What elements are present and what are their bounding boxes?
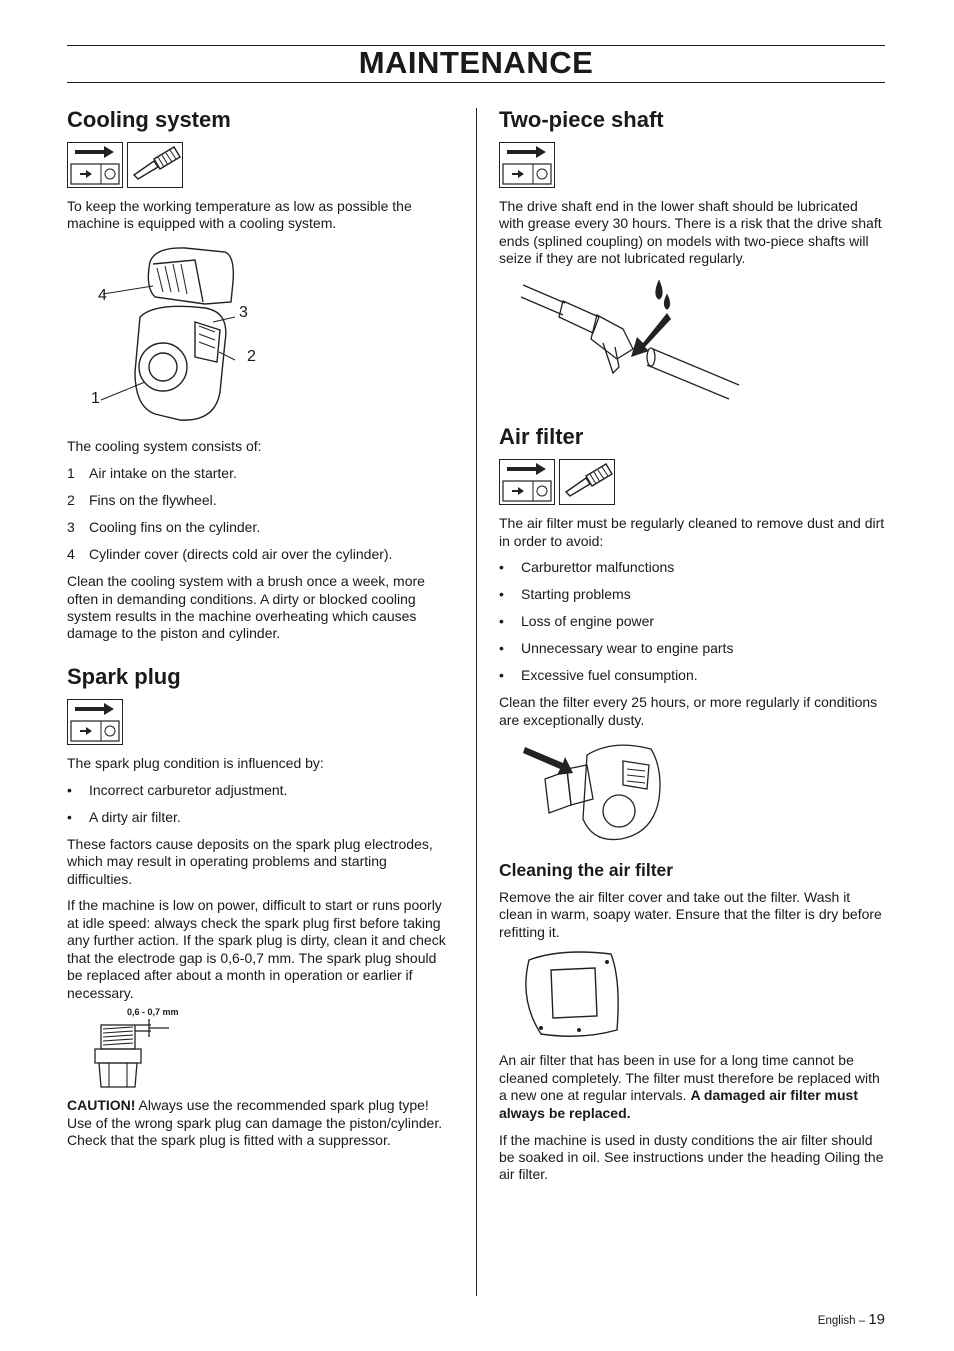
brush-symbol bbox=[127, 142, 183, 188]
two-piece-shaft-illustration bbox=[519, 277, 749, 407]
cooling-icons bbox=[67, 142, 453, 188]
arrow-right-icon bbox=[500, 460, 554, 504]
spark-icons bbox=[67, 699, 453, 745]
spark-intro: The spark plug condition is influenced by: bbox=[67, 754, 324, 771]
cleaning-heading: Cleaning the air filter bbox=[499, 859, 674, 880]
air-heading: Air filter bbox=[499, 424, 584, 450]
left-column bbox=[67, 100, 453, 1159]
list-item: • Starting problems bbox=[499, 586, 631, 603]
list-item: • Carburettor malfunctions bbox=[499, 559, 675, 576]
page-number: 19 bbox=[868, 1311, 885, 1328]
air-clean: Clean the filter every 25 hours, or more regularly if conditions are exceptionally dusty. bbox=[499, 694, 878, 728]
spark-plug-figure bbox=[67, 1007, 453, 1087]
footer-language: English bbox=[817, 1315, 856, 1327]
spark-heading: Spark plug bbox=[67, 663, 181, 689]
brush-icon bbox=[128, 143, 182, 187]
column-divider bbox=[476, 108, 477, 1296]
stop-engine-symbol bbox=[499, 459, 555, 505]
caution-label: CAUTION! bbox=[67, 1097, 136, 1114]
stop-engine-symbol bbox=[499, 142, 555, 188]
cooling-list bbox=[67, 465, 453, 563]
shaft-figure bbox=[499, 277, 885, 407]
list-item: • Incorrect carburetor adjustment. bbox=[67, 781, 288, 798]
stop-engine-symbol bbox=[67, 142, 123, 188]
brush-icon bbox=[560, 460, 614, 504]
air-replace-text: An air filter that has been in use for a long time cannot be cleaned completely. The filter must therefore be replaced with a new one at regular intervals. bbox=[499, 1052, 880, 1104]
air-replace-bold: A damaged air filter must always be replaced. bbox=[499, 1087, 858, 1121]
list-item: • A dirty air filter. bbox=[67, 808, 181, 825]
air-filter-figure bbox=[499, 739, 885, 847]
air-intro: The air filter must be regularly cleaned to remove dust and dirt in order to avoid: bbox=[499, 515, 885, 549]
air-list bbox=[499, 559, 885, 684]
arrow-right-icon bbox=[68, 700, 122, 744]
callout-3: 3 bbox=[239, 304, 248, 322]
caution bbox=[67, 1097, 453, 1149]
spark-p1: These factors cause deposits on the spark plug electrodes, which may result in operating problems and starting difficulties. bbox=[67, 835, 433, 887]
arrow-right-icon bbox=[68, 143, 122, 187]
title-rule bbox=[67, 82, 885, 83]
brush-symbol bbox=[559, 459, 615, 505]
cooling-consists: The cooling system consists of: bbox=[67, 438, 262, 455]
list-item: 2 Fins on the flywheel. bbox=[67, 492, 217, 509]
cooling-figure bbox=[67, 242, 453, 428]
spark-p2: If the machine is low on power, difficult to start or runs poorly at idle speed: always check the spark plug first before taking any further action. If the spark plug is dirty, clean it and check that the electrode gap is 0,6-0,7 mm. The spark plug should be replaced after about a month in operation or earlier if necessary. bbox=[67, 897, 446, 1001]
cooling-heading: Cooling system bbox=[67, 107, 231, 132]
air-remove: Remove the air filter cover and take out the filter. Wash it clean in warm, soapy water. Ensure that the filter is dry before refitting it. bbox=[499, 888, 882, 940]
arrow-right-icon bbox=[500, 143, 554, 187]
air-icons bbox=[499, 459, 885, 505]
list-item: • Excessive fuel consumption. bbox=[499, 667, 698, 684]
shaft-text: The drive shaft end in the lower shaft should be lubricated with grease every 30 hours. There is a risk that the drive shaft ends (splined coupling) on models with two-piece shafts will seize if they are not lubricated regularly. bbox=[499, 198, 882, 267]
engine-cooling-illustration bbox=[95, 242, 335, 428]
air-replace bbox=[499, 1052, 885, 1122]
gap-label: 0,6 - 0,7 mm bbox=[127, 1007, 179, 1018]
right-column bbox=[499, 100, 885, 1193]
list-item: • Unnecessary wear to engine parts bbox=[499, 640, 734, 657]
spark-plug-illustration bbox=[89, 1015, 209, 1095]
shaft-heading: Two-piece shaft bbox=[499, 107, 664, 132]
air-filter-illustration bbox=[521, 950, 651, 1042]
footer-separator: – bbox=[855, 1315, 869, 1327]
page-title: MAINTENANCE bbox=[358, 45, 594, 80]
filter-figure bbox=[499, 950, 885, 1042]
caution-text: Always use the recommended spark plug type! Use of the wrong spark plug can damage the piston/cylinder. Check that the spark plug is fitted with a suppressor. bbox=[67, 1097, 443, 1149]
page-footer bbox=[818, 1311, 885, 1328]
list-item: 1 Air intake on the starter. bbox=[67, 465, 237, 482]
list-item: 3 Cooling fins on the cylinder. bbox=[67, 519, 261, 536]
callout-4: 4 bbox=[98, 287, 107, 305]
air-filter-engine-illustration bbox=[523, 739, 693, 847]
callout-2: 2 bbox=[247, 348, 256, 366]
list-item: • Loss of engine power bbox=[499, 613, 655, 630]
air-dusty: If the machine is used in dusty conditions the air filter should be soaked in oil. See instructions under the heading Oiling the air filter. bbox=[499, 1131, 884, 1183]
shaft-icons bbox=[499, 142, 885, 188]
cooling-clean: Clean the cooling system with a brush once a week, more often in demanding conditions. A dirty or blocked cooling system results in the machine overheating which causes damage to the piston and cylinder. bbox=[67, 573, 425, 642]
cooling-intro: To keep the working temperature as low as possible the machine is equipped with a cooling system. bbox=[67, 198, 412, 232]
list-item: 4 Cylinder cover (directs cold air over the cylinder). bbox=[67, 546, 393, 563]
stop-engine-symbol bbox=[67, 699, 123, 745]
spark-list bbox=[67, 782, 453, 826]
callout-1: 1 bbox=[91, 390, 100, 408]
